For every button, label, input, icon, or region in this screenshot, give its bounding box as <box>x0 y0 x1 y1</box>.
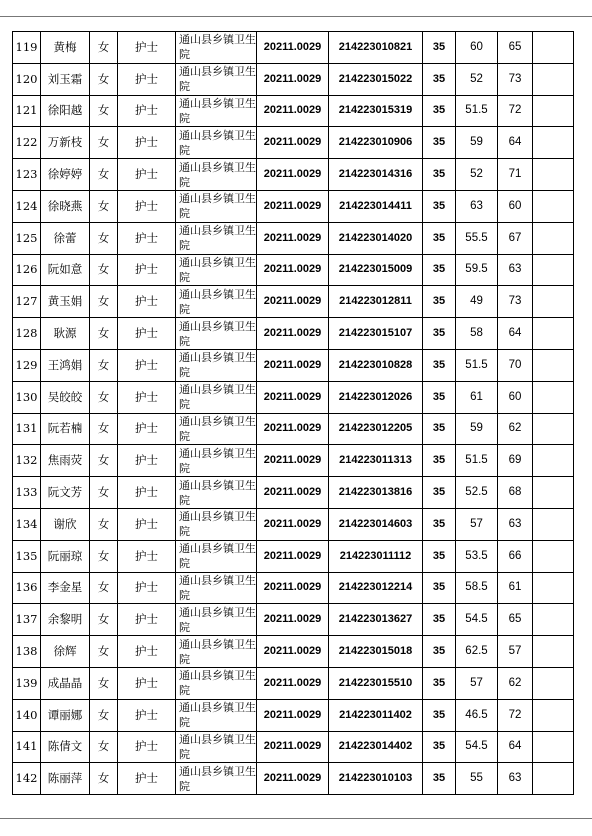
unit-cell: 通山县乡镇卫生院 <box>176 540 257 572</box>
page-top-rule <box>0 16 592 17</box>
ticket-number-cell: 214223014411 <box>329 190 423 222</box>
position-cell: 护士 <box>118 731 176 763</box>
ticket-number-cell: 214223012205 <box>329 413 423 445</box>
score-cell: 57 <box>456 508 498 540</box>
table-row <box>13 763 574 795</box>
gender-cell: 女 <box>90 540 118 572</box>
position-cell: 护士 <box>118 477 176 509</box>
row-number-cell: 129 <box>13 349 41 381</box>
ticket-number-cell: 214223011112 <box>329 540 423 572</box>
score-cell: 52.5 <box>456 477 498 509</box>
position-cell: 护士 <box>118 572 176 604</box>
name-cell: 万新枝 <box>41 127 90 159</box>
table-row <box>13 477 574 509</box>
score-cell: 35 <box>423 636 456 668</box>
score-cell: 62 <box>498 667 533 699</box>
gender-cell: 女 <box>90 286 118 318</box>
score-cell: 67 <box>498 222 533 254</box>
row-number-cell: 125 <box>13 222 41 254</box>
table-row <box>13 159 574 191</box>
score-cell: 35 <box>423 699 456 731</box>
row-number-cell: 122 <box>13 127 41 159</box>
unit-cell: 通山县乡镇卫生院 <box>176 667 257 699</box>
score-cell: 64 <box>498 127 533 159</box>
unit-cell: 通山县乡镇卫生院 <box>176 508 257 540</box>
position-cell: 护士 <box>118 763 176 795</box>
position-code-cell: 20211.0029 <box>257 95 329 127</box>
row-number-cell: 142 <box>13 763 41 795</box>
position-code-cell: 20211.0029 <box>257 731 329 763</box>
table-row <box>13 318 574 350</box>
score-cell: 51.5 <box>456 349 498 381</box>
row-number-cell: 124 <box>13 190 41 222</box>
ticket-number-cell: 214223015022 <box>329 63 423 95</box>
row-number-cell: 136 <box>13 572 41 604</box>
score-cell: 35 <box>423 445 456 477</box>
gender-cell: 女 <box>90 349 118 381</box>
table-row <box>13 286 574 318</box>
position-code-cell: 20211.0029 <box>257 63 329 95</box>
table-row <box>13 349 574 381</box>
score-cell: 68 <box>498 477 533 509</box>
row-number-cell: 141 <box>13 731 41 763</box>
remark-cell <box>533 32 574 64</box>
ticket-number-cell: 214223015319 <box>329 95 423 127</box>
table-row <box>13 63 574 95</box>
name-cell: 徐婷婷 <box>41 159 90 191</box>
position-cell: 护士 <box>118 159 176 191</box>
remark-cell <box>533 699 574 731</box>
score-cell: 35 <box>423 159 456 191</box>
position-code-cell: 20211.0029 <box>257 508 329 540</box>
unit-cell: 通山县乡镇卫生院 <box>176 95 257 127</box>
row-number-cell: 120 <box>13 63 41 95</box>
name-cell: 黄玉娟 <box>41 286 90 318</box>
score-cell: 46.5 <box>456 699 498 731</box>
position-code-cell: 20211.0029 <box>257 540 329 572</box>
score-cell: 69 <box>498 445 533 477</box>
gender-cell: 女 <box>90 63 118 95</box>
position-code-cell: 20211.0029 <box>257 572 329 604</box>
position-code-cell: 20211.0029 <box>257 190 329 222</box>
remark-cell <box>533 254 574 286</box>
remark-cell <box>533 445 574 477</box>
position-code-cell: 20211.0029 <box>257 445 329 477</box>
gender-cell: 女 <box>90 508 118 540</box>
unit-cell: 通山县乡镇卫生院 <box>176 349 257 381</box>
table-row <box>13 222 574 254</box>
unit-cell: 通山县乡镇卫生院 <box>176 159 257 191</box>
table-row <box>13 508 574 540</box>
name-cell: 阮丽琼 <box>41 540 90 572</box>
table-row <box>13 699 574 731</box>
unit-cell: 通山县乡镇卫生院 <box>176 318 257 350</box>
score-cell: 35 <box>423 540 456 572</box>
score-cell: 65 <box>498 32 533 64</box>
position-cell: 护士 <box>118 127 176 159</box>
score-cell: 35 <box>423 127 456 159</box>
score-cell: 35 <box>423 477 456 509</box>
position-cell: 护士 <box>118 604 176 636</box>
unit-cell: 通山县乡镇卫生院 <box>176 413 257 445</box>
score-cell: 60 <box>498 381 533 413</box>
unit-cell: 通山县乡镇卫生院 <box>176 477 257 509</box>
remark-cell <box>533 572 574 604</box>
name-cell: 成晶晶 <box>41 667 90 699</box>
score-cell: 71 <box>498 159 533 191</box>
position-code-cell: 20211.0029 <box>257 318 329 350</box>
gender-cell: 女 <box>90 477 118 509</box>
table-row <box>13 445 574 477</box>
score-cell: 64 <box>498 731 533 763</box>
position-cell: 护士 <box>118 32 176 64</box>
gender-cell: 女 <box>90 445 118 477</box>
position-cell: 护士 <box>118 95 176 127</box>
score-cell: 63 <box>498 763 533 795</box>
remark-cell <box>533 604 574 636</box>
unit-cell: 通山县乡镇卫生院 <box>176 222 257 254</box>
gender-cell: 女 <box>90 636 118 668</box>
score-cell: 60 <box>498 190 533 222</box>
score-cell: 60 <box>456 32 498 64</box>
score-cell: 35 <box>423 95 456 127</box>
table-row <box>13 604 574 636</box>
remark-cell <box>533 731 574 763</box>
score-cell: 35 <box>423 667 456 699</box>
row-number-cell: 139 <box>13 667 41 699</box>
remark-cell <box>533 636 574 668</box>
score-cell: 35 <box>423 572 456 604</box>
position-code-cell: 20211.0029 <box>257 477 329 509</box>
score-cell: 35 <box>423 32 456 64</box>
ticket-number-cell: 214223010906 <box>329 127 423 159</box>
score-cell: 65 <box>498 604 533 636</box>
ticket-number-cell: 214223011402 <box>329 699 423 731</box>
unit-cell: 通山县乡镇卫生院 <box>176 190 257 222</box>
ticket-number-cell: 214223011313 <box>329 445 423 477</box>
ticket-number-cell: 214223014402 <box>329 731 423 763</box>
row-number-cell: 132 <box>13 445 41 477</box>
row-number-cell: 130 <box>13 381 41 413</box>
ticket-number-cell: 214223015009 <box>329 254 423 286</box>
position-cell: 护士 <box>118 254 176 286</box>
position-cell: 护士 <box>118 636 176 668</box>
name-cell: 徐辉 <box>41 636 90 668</box>
unit-cell: 通山县乡镇卫生院 <box>176 731 257 763</box>
remark-cell <box>533 413 574 445</box>
position-cell: 护士 <box>118 381 176 413</box>
score-cell: 73 <box>498 63 533 95</box>
position-cell: 护士 <box>118 667 176 699</box>
ticket-number-cell: 214223014020 <box>329 222 423 254</box>
score-cell: 62 <box>498 413 533 445</box>
gender-cell: 女 <box>90 731 118 763</box>
table-row <box>13 254 574 286</box>
score-cell: 35 <box>423 349 456 381</box>
row-number-cell: 134 <box>13 508 41 540</box>
name-cell: 陈丽萍 <box>41 763 90 795</box>
page-bottom-rule <box>0 818 592 819</box>
gender-cell: 女 <box>90 95 118 127</box>
name-cell: 吴皎皎 <box>41 381 90 413</box>
score-cell: 58 <box>456 318 498 350</box>
score-cell: 35 <box>423 763 456 795</box>
gender-cell: 女 <box>90 32 118 64</box>
score-cell: 52 <box>456 63 498 95</box>
name-cell: 谢欣 <box>41 508 90 540</box>
gender-cell: 女 <box>90 318 118 350</box>
position-cell: 护士 <box>118 318 176 350</box>
remark-cell <box>533 286 574 318</box>
ticket-number-cell: 214223013627 <box>329 604 423 636</box>
position-code-cell: 20211.0029 <box>257 636 329 668</box>
position-cell: 护士 <box>118 63 176 95</box>
remark-cell <box>533 159 574 191</box>
position-code-cell: 20211.0029 <box>257 286 329 318</box>
unit-cell: 通山县乡镇卫生院 <box>176 636 257 668</box>
ticket-number-cell: 214223013816 <box>329 477 423 509</box>
score-cell: 59 <box>456 127 498 159</box>
candidate-table <box>12 31 574 795</box>
row-number-cell: 131 <box>13 413 41 445</box>
score-cell: 55.5 <box>456 222 498 254</box>
name-cell: 徐蕾 <box>41 222 90 254</box>
score-cell: 35 <box>423 381 456 413</box>
unit-cell: 通山县乡镇卫生院 <box>176 63 257 95</box>
name-cell: 徐阳越 <box>41 95 90 127</box>
remark-cell <box>533 477 574 509</box>
score-cell: 49 <box>456 286 498 318</box>
ticket-number-cell: 214223015107 <box>329 318 423 350</box>
position-code-cell: 20211.0029 <box>257 699 329 731</box>
position-cell: 护士 <box>118 445 176 477</box>
remark-cell <box>533 763 574 795</box>
name-cell: 李金星 <box>41 572 90 604</box>
unit-cell: 通山县乡镇卫生院 <box>176 445 257 477</box>
gender-cell: 女 <box>90 381 118 413</box>
score-cell: 57 <box>456 667 498 699</box>
name-cell: 陈倩文 <box>41 731 90 763</box>
gender-cell: 女 <box>90 604 118 636</box>
score-cell: 63 <box>498 254 533 286</box>
name-cell: 阮如意 <box>41 254 90 286</box>
table-row <box>13 413 574 445</box>
row-number-cell: 127 <box>13 286 41 318</box>
ticket-number-cell: 214223012026 <box>329 381 423 413</box>
gender-cell: 女 <box>90 667 118 699</box>
unit-cell: 通山县乡镇卫生院 <box>176 286 257 318</box>
unit-cell: 通山县乡镇卫生院 <box>176 572 257 604</box>
ticket-number-cell: 214223010821 <box>329 32 423 64</box>
score-cell: 66 <box>498 540 533 572</box>
table-row <box>13 95 574 127</box>
score-cell: 70 <box>498 349 533 381</box>
row-number-cell: 126 <box>13 254 41 286</box>
position-code-cell: 20211.0029 <box>257 254 329 286</box>
position-code-cell: 20211.0029 <box>257 413 329 445</box>
row-number-cell: 123 <box>13 159 41 191</box>
name-cell: 黄梅 <box>41 32 90 64</box>
score-cell: 72 <box>498 95 533 127</box>
table-row <box>13 540 574 572</box>
score-cell: 35 <box>423 254 456 286</box>
ticket-number-cell: 214223014316 <box>329 159 423 191</box>
row-number-cell: 128 <box>13 318 41 350</box>
table-row <box>13 731 574 763</box>
remark-cell <box>533 190 574 222</box>
score-cell: 35 <box>423 731 456 763</box>
remark-cell <box>533 349 574 381</box>
unit-cell: 通山县乡镇卫生院 <box>176 381 257 413</box>
ticket-number-cell: 214223015018 <box>329 636 423 668</box>
remark-cell <box>533 127 574 159</box>
score-cell: 59.5 <box>456 254 498 286</box>
score-cell: 35 <box>423 604 456 636</box>
unit-cell: 通山县乡镇卫生院 <box>176 127 257 159</box>
row-number-cell: 138 <box>13 636 41 668</box>
gender-cell: 女 <box>90 699 118 731</box>
score-cell: 63 <box>498 508 533 540</box>
score-cell: 58.5 <box>456 572 498 604</box>
remark-cell <box>533 667 574 699</box>
row-number-cell: 135 <box>13 540 41 572</box>
score-cell: 35 <box>423 508 456 540</box>
score-cell: 73 <box>498 286 533 318</box>
name-cell: 余黎明 <box>41 604 90 636</box>
position-code-cell: 20211.0029 <box>257 604 329 636</box>
ticket-number-cell: 214223014603 <box>329 508 423 540</box>
score-cell: 64 <box>498 318 533 350</box>
score-cell: 35 <box>423 63 456 95</box>
gender-cell: 女 <box>90 190 118 222</box>
position-code-cell: 20211.0029 <box>257 127 329 159</box>
table-row <box>13 667 574 699</box>
name-cell: 焦雨荧 <box>41 445 90 477</box>
row-number-cell: 137 <box>13 604 41 636</box>
row-number-cell: 119 <box>13 32 41 64</box>
table-row <box>13 636 574 668</box>
remark-cell <box>533 63 574 95</box>
score-cell: 54.5 <box>456 731 498 763</box>
ticket-number-cell: 214223015510 <box>329 667 423 699</box>
gender-cell: 女 <box>90 159 118 191</box>
name-cell: 王鸿娟 <box>41 349 90 381</box>
position-code-cell: 20211.0029 <box>257 381 329 413</box>
position-code-cell: 20211.0029 <box>257 763 329 795</box>
ticket-number-cell: 214223010828 <box>329 349 423 381</box>
position-cell: 护士 <box>118 699 176 731</box>
table-row <box>13 32 574 64</box>
position-cell: 护士 <box>118 540 176 572</box>
score-cell: 61 <box>498 572 533 604</box>
position-cell: 护士 <box>118 413 176 445</box>
table-row <box>13 381 574 413</box>
score-cell: 35 <box>423 190 456 222</box>
position-cell: 护士 <box>118 349 176 381</box>
name-cell: 刘玉霜 <box>41 63 90 95</box>
gender-cell: 女 <box>90 254 118 286</box>
score-cell: 35 <box>423 318 456 350</box>
score-cell: 53.5 <box>456 540 498 572</box>
score-cell: 61 <box>456 381 498 413</box>
position-cell: 护士 <box>118 508 176 540</box>
name-cell: 阮文芳 <box>41 477 90 509</box>
name-cell: 徐晓燕 <box>41 190 90 222</box>
row-number-cell: 121 <box>13 95 41 127</box>
score-cell: 35 <box>423 286 456 318</box>
row-number-cell: 140 <box>13 699 41 731</box>
unit-cell: 通山县乡镇卫生院 <box>176 254 257 286</box>
score-cell: 35 <box>423 222 456 254</box>
score-cell: 59 <box>456 413 498 445</box>
name-cell: 阮若楠 <box>41 413 90 445</box>
gender-cell: 女 <box>90 572 118 604</box>
position-code-cell: 20211.0029 <box>257 159 329 191</box>
remark-cell <box>533 381 574 413</box>
name-cell: 耿源 <box>41 318 90 350</box>
gender-cell: 女 <box>90 127 118 159</box>
gender-cell: 女 <box>90 763 118 795</box>
score-cell: 52 <box>456 159 498 191</box>
position-code-cell: 20211.0029 <box>257 32 329 64</box>
remark-cell <box>533 222 574 254</box>
ticket-number-cell: 214223010103 <box>329 763 423 795</box>
table-row <box>13 572 574 604</box>
unit-cell: 通山县乡镇卫生院 <box>176 699 257 731</box>
score-cell: 63 <box>456 190 498 222</box>
ticket-number-cell: 214223012214 <box>329 572 423 604</box>
unit-cell: 通山县乡镇卫生院 <box>176 604 257 636</box>
score-cell: 55 <box>456 763 498 795</box>
gender-cell: 女 <box>90 222 118 254</box>
remark-cell <box>533 318 574 350</box>
remark-cell <box>533 508 574 540</box>
position-cell: 护士 <box>118 190 176 222</box>
table-body <box>13 32 574 795</box>
ticket-number-cell: 214223012811 <box>329 286 423 318</box>
position-code-cell: 20211.0029 <box>257 222 329 254</box>
gender-cell: 女 <box>90 413 118 445</box>
table-row <box>13 127 574 159</box>
score-cell: 51.5 <box>456 95 498 127</box>
score-cell: 54.5 <box>456 604 498 636</box>
unit-cell: 通山县乡镇卫生院 <box>176 32 257 64</box>
position-code-cell: 20211.0029 <box>257 667 329 699</box>
remark-cell <box>533 95 574 127</box>
position-cell: 护士 <box>118 222 176 254</box>
position-cell: 护士 <box>118 286 176 318</box>
row-number-cell: 133 <box>13 477 41 509</box>
score-cell: 35 <box>423 413 456 445</box>
score-cell: 62.5 <box>456 636 498 668</box>
position-code-cell: 20211.0029 <box>257 349 329 381</box>
score-cell: 57 <box>498 636 533 668</box>
score-cell: 51.5 <box>456 445 498 477</box>
name-cell: 谭丽娜 <box>41 699 90 731</box>
remark-cell <box>533 540 574 572</box>
score-cell: 72 <box>498 699 533 731</box>
table-row <box>13 190 574 222</box>
unit-cell: 通山县乡镇卫生院 <box>176 763 257 795</box>
